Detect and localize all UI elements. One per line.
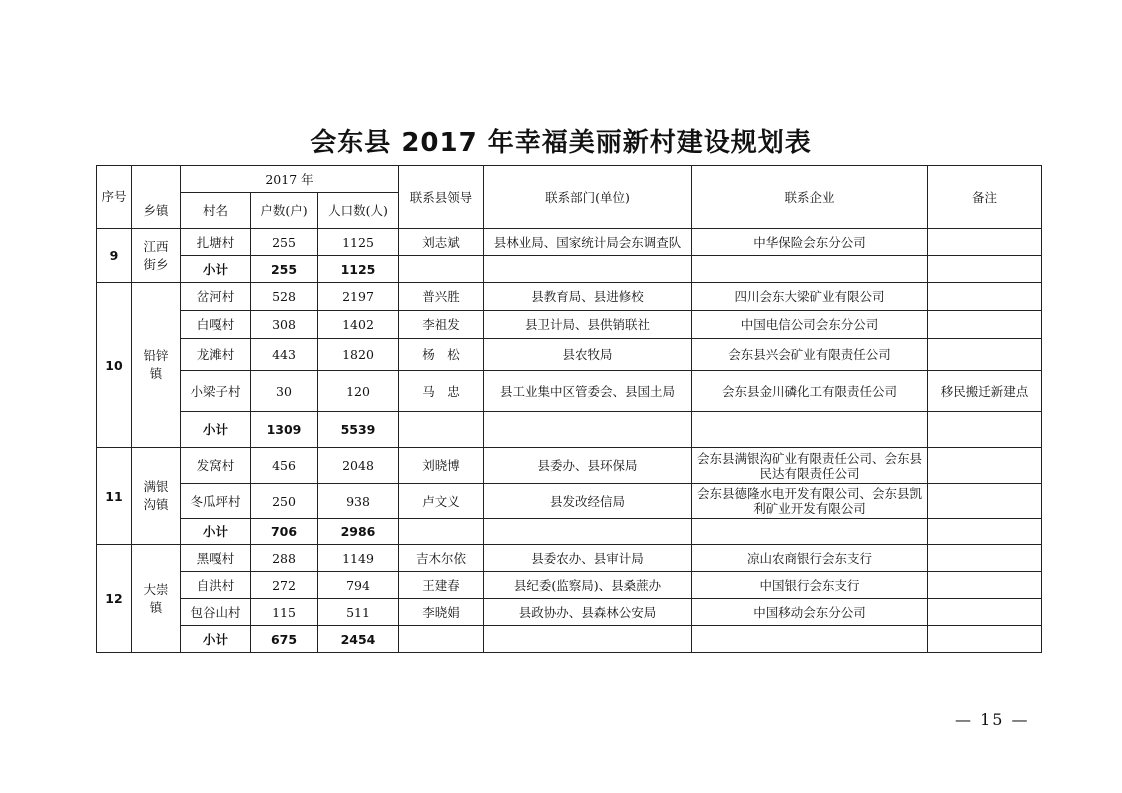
village-cell: 龙滩村: [181, 339, 251, 371]
remark-cell: [928, 229, 1042, 256]
remark-cell: [928, 572, 1042, 599]
table-row: [97, 448, 1042, 484]
table-row: [97, 545, 1042, 572]
village-cell: 包谷山村: [181, 599, 251, 626]
subtotal-row: [97, 412, 1042, 448]
population-cell: 511: [318, 599, 399, 626]
seq-cell: 10: [97, 283, 132, 448]
company-cell: 中国电信公司会东分公司: [692, 311, 928, 339]
dept-cell: 县卫计局、县供销联社: [484, 311, 692, 339]
households-cell: 456: [251, 448, 318, 484]
population-cell: 938: [318, 484, 399, 519]
header-year-group: 2017 年: [181, 166, 399, 193]
households-cell: 30: [251, 371, 318, 412]
company-cell: 会东县满银沟矿业有限责任公司、会东县民达有限责任公司: [692, 448, 928, 484]
households-cell: 443: [251, 339, 318, 371]
subtotal-households: 675: [251, 626, 318, 653]
page-title: 会东县 2017 年幸福美丽新村建设规划表: [310, 128, 812, 158]
company-cell: 四川会东大梁矿业有限公司: [692, 283, 928, 311]
subtotal-dept: [484, 626, 692, 653]
subtotal-population: 2454: [318, 626, 399, 653]
town-cell: 大崇镇: [132, 545, 181, 653]
subtotal-row: [97, 519, 1042, 545]
subtotal-population: 2986: [318, 519, 399, 545]
dept-cell: 县教育局、县进修校: [484, 283, 692, 311]
header-leader: 联系县领导: [399, 166, 484, 229]
seq-cell: 9: [97, 229, 132, 283]
subtotal-population: 5539: [318, 412, 399, 448]
table-row: [97, 371, 1042, 412]
header-remark: 备注: [928, 166, 1042, 229]
households-cell: 115: [251, 599, 318, 626]
header-town: 乡镇: [132, 193, 181, 229]
table-row: [97, 572, 1042, 599]
village-cell: 冬瓜坪村: [181, 484, 251, 519]
table-row: [97, 339, 1042, 371]
population-cell: 1402: [318, 311, 399, 339]
dept-cell: 县委农办、县审计局: [484, 545, 692, 572]
subtotal-leader: [399, 412, 484, 448]
subtotal-company: [692, 412, 928, 448]
remark-cell: [928, 484, 1042, 519]
company-cell: 中华保险会东分公司: [692, 229, 928, 256]
subtotal-dept: [484, 412, 692, 448]
subtotal-company: [692, 626, 928, 653]
table-row: [97, 283, 1042, 311]
subtotal-households: 1309: [251, 412, 318, 448]
subtotal-leader: [399, 256, 484, 283]
population-cell: 1125: [318, 229, 399, 256]
company-cell: 会东县德隆水电开发有限公司、会东县凯利矿业开发有限公司: [692, 484, 928, 519]
seq-cell: 12: [97, 545, 132, 653]
households-cell: 250: [251, 484, 318, 519]
subtotal-remark: [928, 412, 1042, 448]
dept-cell: 县农牧局: [484, 339, 692, 371]
population-cell: 2048: [318, 448, 399, 484]
header-households: 户数(户): [251, 193, 318, 229]
leader-cell: 杨 松: [399, 339, 484, 371]
subtotal-remark: [928, 519, 1042, 545]
subtotal-population: 1125: [318, 256, 399, 283]
households-cell: 272: [251, 572, 318, 599]
town-cell: 铅锌镇: [132, 283, 181, 448]
subtotal-label: 小计: [181, 626, 251, 653]
dept-cell: 县林业局、国家统计局会东调查队: [484, 229, 692, 256]
leader-cell: 李晓娟: [399, 599, 484, 626]
subtotal-row: [97, 626, 1042, 653]
population-cell: 1820: [318, 339, 399, 371]
dept-cell: 县纪委(监察局)、县桑蔗办: [484, 572, 692, 599]
subtotal-leader: [399, 626, 484, 653]
header-population: 人口数(人): [318, 193, 399, 229]
header-town-top: [132, 166, 181, 193]
table-row: [97, 599, 1042, 626]
village-cell: 自洪村: [181, 572, 251, 599]
population-cell: 120: [318, 371, 399, 412]
subtotal-company: [692, 256, 928, 283]
village-cell: 黑嘎村: [181, 545, 251, 572]
subtotal-row: [97, 256, 1042, 283]
subtotal-households: 706: [251, 519, 318, 545]
company-cell: 会东县兴会矿业有限责任公司: [692, 339, 928, 371]
leader-cell: 吉木尔依: [399, 545, 484, 572]
subtotal-label: 小计: [181, 256, 251, 283]
households-cell: 255: [251, 229, 318, 256]
leader-cell: 李祖发: [399, 311, 484, 339]
households-cell: 288: [251, 545, 318, 572]
leader-cell: 普兴胜: [399, 283, 484, 311]
remark-cell: [928, 448, 1042, 484]
header-company: 联系企业: [692, 166, 928, 229]
subtotal-company: [692, 519, 928, 545]
leader-cell: 卢文义: [399, 484, 484, 519]
village-cell: 岔河村: [181, 283, 251, 311]
remark-cell: 移民搬迁新建点: [928, 371, 1042, 412]
page-number: — 15 —: [955, 710, 1030, 729]
header-seq: 序号: [97, 166, 132, 229]
dept-cell: 县发改经信局: [484, 484, 692, 519]
village-cell: 扎塘村: [181, 229, 251, 256]
remark-cell: [928, 545, 1042, 572]
village-cell: 白嘎村: [181, 311, 251, 339]
subtotal-label: 小计: [181, 519, 251, 545]
dept-cell: 县工业集中区管委会、县国土局: [484, 371, 692, 412]
table-row: [97, 484, 1042, 519]
town-cell: 江西街乡: [132, 229, 181, 283]
households-cell: 528: [251, 283, 318, 311]
population-cell: 2197: [318, 283, 399, 311]
remark-cell: [928, 339, 1042, 371]
village-cell: 发窝村: [181, 448, 251, 484]
plan-table: [96, 165, 1042, 653]
seq-cell: 11: [97, 448, 132, 545]
subtotal-leader: [399, 519, 484, 545]
remark-cell: [928, 599, 1042, 626]
leader-cell: 王建春: [399, 572, 484, 599]
subtotal-remark: [928, 626, 1042, 653]
dept-cell: 县政协办、县森林公安局: [484, 599, 692, 626]
town-cell: 满银沟镇: [132, 448, 181, 545]
population-cell: 1149: [318, 545, 399, 572]
leader-cell: 刘志斌: [399, 229, 484, 256]
company-cell: 中国银行会东支行: [692, 572, 928, 599]
header-row-1: [97, 166, 1042, 193]
table-row: [97, 311, 1042, 339]
subtotal-dept: [484, 256, 692, 283]
remark-cell: [928, 283, 1042, 311]
subtotal-remark: [928, 256, 1042, 283]
subtotal-households: 255: [251, 256, 318, 283]
households-cell: 308: [251, 311, 318, 339]
company-cell: 凉山农商银行会东支行: [692, 545, 928, 572]
leader-cell: 马 忠: [399, 371, 484, 412]
population-cell: 794: [318, 572, 399, 599]
header-dept: 联系部门(单位): [484, 166, 692, 229]
subtotal-label: 小计: [181, 412, 251, 448]
company-cell: 中国移动会东分公司: [692, 599, 928, 626]
header-village: 村名: [181, 193, 251, 229]
dept-cell: 县委办、县环保局: [484, 448, 692, 484]
table-row: [97, 229, 1042, 256]
subtotal-dept: [484, 519, 692, 545]
remark-cell: [928, 311, 1042, 339]
village-cell: 小梁子村: [181, 371, 251, 412]
company-cell: 会东县金川磷化工有限责任公司: [692, 371, 928, 412]
leader-cell: 刘晓博: [399, 448, 484, 484]
